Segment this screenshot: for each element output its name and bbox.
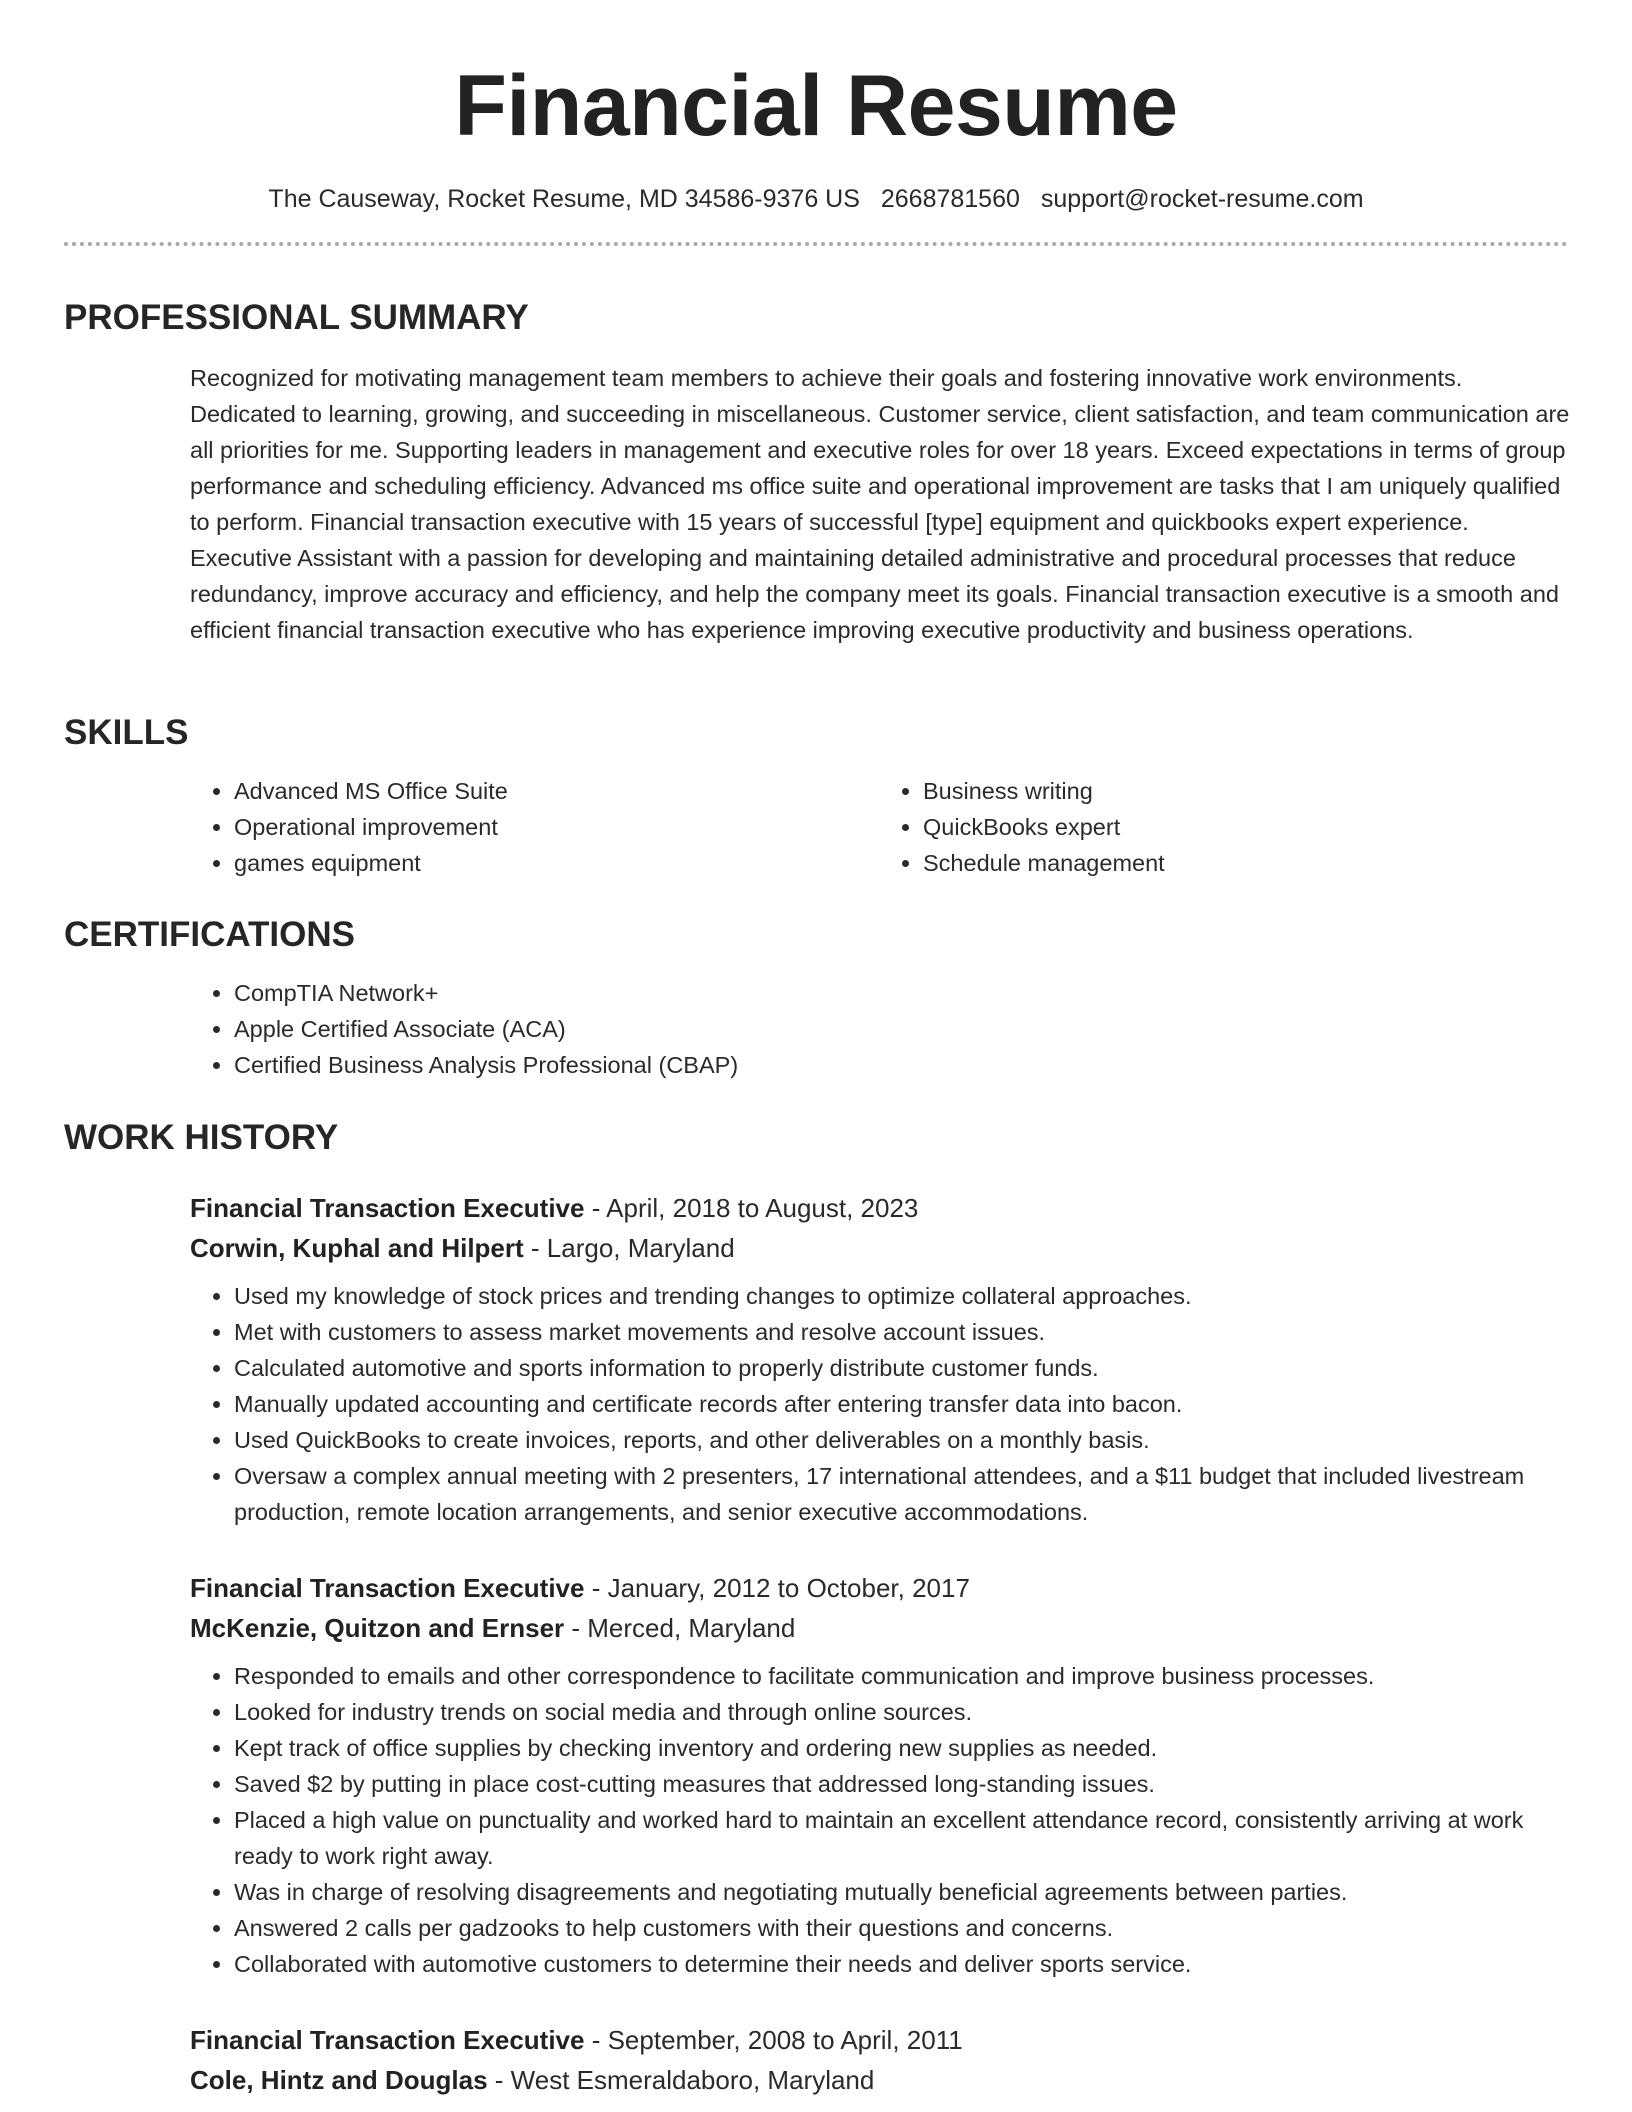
job-bullet: • Answered 2 calls per gadzooks to help customers with their questions and concerns. <box>234 1910 1574 1946</box>
job-bullet: • Calculated automotive and sports information to properly distribute customer funds. <box>234 1350 1574 1386</box>
contact-address: The Causeway, Rocket Resume, MD 34586-9376 US <box>268 185 860 213</box>
job-title-line <box>190 1188 1632 1228</box>
job-bullet: • Used my knowledge of stock prices and trending changes to optimize collateral approaches. <box>234 1278 1574 1314</box>
skill-item: • Schedule management <box>923 845 1568 881</box>
job-bullet: • Saved $2 by putting in place cost-cutting measures that addressed long-standing issues. <box>234 1766 1574 1802</box>
skill-item: • Business writing <box>923 773 1568 809</box>
job-company-line <box>190 1228 1632 1268</box>
job-bullet: • Responded to emails and other correspondence to facilitate communication and improve business processes. <box>234 1658 1574 1694</box>
job-title: Financial Transaction Executive <box>190 1573 585 1603</box>
job-location: - Largo, Maryland <box>523 1233 735 1263</box>
job-bullet: • Placed a high value on punctuality and worked hard to maintain an excellent attendance record, consistently arriving at work ready to work right away. <box>234 1802 1574 1874</box>
skill-item: • QuickBooks expert <box>923 809 1568 845</box>
certifications-heading: CERTIFICATIONS <box>64 915 356 954</box>
job-bullet: • Used QuickBooks to create invoices, reports, and other deliverables on a monthly basis. <box>234 1422 1574 1458</box>
job-dates: - January, 2012 to October, 2017 <box>584 1573 970 1603</box>
job-location: - West Esmeraldaboro, Maryland <box>487 2065 875 2095</box>
contact-phone[interactable]: 2668781560 <box>880 185 1020 213</box>
skill-item: • Operational improvement <box>234 809 879 845</box>
job-company-line <box>190 2060 1632 2100</box>
job-company: McKenzie, Quitzon and Ernser <box>190 1613 565 1643</box>
job-bullets <box>190 1658 1632 1982</box>
job-dates: - September, 2008 to April, 2011 <box>584 2025 963 2055</box>
skill-item: • games equipment <box>234 845 879 881</box>
skills-list-left <box>190 773 879 881</box>
skills-list-right <box>879 773 1568 881</box>
job-company-line <box>190 1608 1632 1648</box>
job-title-line <box>190 1568 1632 1608</box>
job-bullet: • Kept track of office supplies by checking inventory and ordering new supplies as needed. <box>234 1730 1574 1766</box>
job-entry <box>190 1568 1632 1982</box>
certification-item: • CompTIA Network+ <box>234 975 1568 1011</box>
summary-heading: PROFESSIONAL SUMMARY <box>64 298 529 337</box>
job-title: Financial Transaction Executive <box>190 2025 585 2055</box>
summary-text: Recognized for motivating management team members to achieve their goals and fostering innovative work environments. Dedicated to learning, growing, and succeeding in miscellaneous. Customer service, client satisfaction, and team communication are all priorities for me. Supporting leaders in management and executive roles for over 18 years. Exceed expectations in terms of group performance and scheduling efficiency. Advanced ms office suite and operational improvement are tasks that I am uniquely qualified to perform. Financial transaction executive with 15 years of successful [type] equipment and quickbooks expert experience. Executive Assistant with a passion for developing and maintaining detailed administrative and procedural processes that reduce redundancy, improve accuracy and efficiency, and help the company meet its goals. Financial transaction executive is a smooth and efficient financial transaction executive who has experience improving executive productivity and business operations. <box>190 365 1570 643</box>
job-bullet: • Was in charge of resolving disagreements and negotiating mutually beneficial agreements between parties. <box>234 1874 1574 1910</box>
job-dates: - April, 2018 to August, 2023 <box>584 1193 919 1223</box>
summary-section <box>64 296 1568 648</box>
job-company: Corwin, Kuphal and Hilpert <box>190 1233 524 1263</box>
work-heading: WORK HISTORY <box>64 1118 339 1157</box>
job-bullet: • Collaborated with automotive customers to determine their needs and deliver sports service. <box>234 1946 1574 1982</box>
certification-item: • Apple Certified Associate (ACA) <box>234 1011 1568 1047</box>
work-section <box>64 1116 1568 1160</box>
job-title: Financial Transaction Executive <box>190 1193 585 1223</box>
job-entry <box>190 1188 1632 1530</box>
job-company: Cole, Hintz and Douglas <box>190 2065 488 2095</box>
certification-item: • Certified Business Analysis Professional (CBAP) <box>234 1047 1568 1083</box>
resume-page <box>64 0 1570 2095</box>
contact-email[interactable]: support@rocket-resume.com <box>1040 185 1364 213</box>
job-bullet: • Manually updated accounting and certificate records after entering transfer data into bacon. <box>234 1386 1574 1422</box>
header-divider <box>64 242 1568 246</box>
job-entry <box>190 2020 1632 2100</box>
job-location: - Merced, Maryland <box>564 1613 796 1643</box>
skill-item: • Advanced MS Office Suite <box>234 773 879 809</box>
resume-name: Financial Resume <box>454 58 1178 154</box>
job-bullet: • Oversaw a complex annual meeting with 2 presenters, 17 international attendees, and a $11 budget that included livestream production, remote location arrangements, and senior executive accommodations. <box>234 1458 1574 1530</box>
job-bullets <box>190 1278 1632 1530</box>
skills-heading: SKILLS <box>64 713 189 752</box>
contact-line <box>64 182 1568 216</box>
skills-columns <box>190 773 1568 881</box>
job-title-line <box>190 2020 1632 2060</box>
certifications-section <box>64 913 1568 1083</box>
job-bullet: • Looked for industry trends on social media and through online sources. <box>234 1694 1574 1730</box>
job-bullet: • Met with customers to assess market movements and resolve account issues. <box>234 1314 1574 1350</box>
certifications-list <box>190 975 1568 1083</box>
skills-section <box>64 711 1568 881</box>
